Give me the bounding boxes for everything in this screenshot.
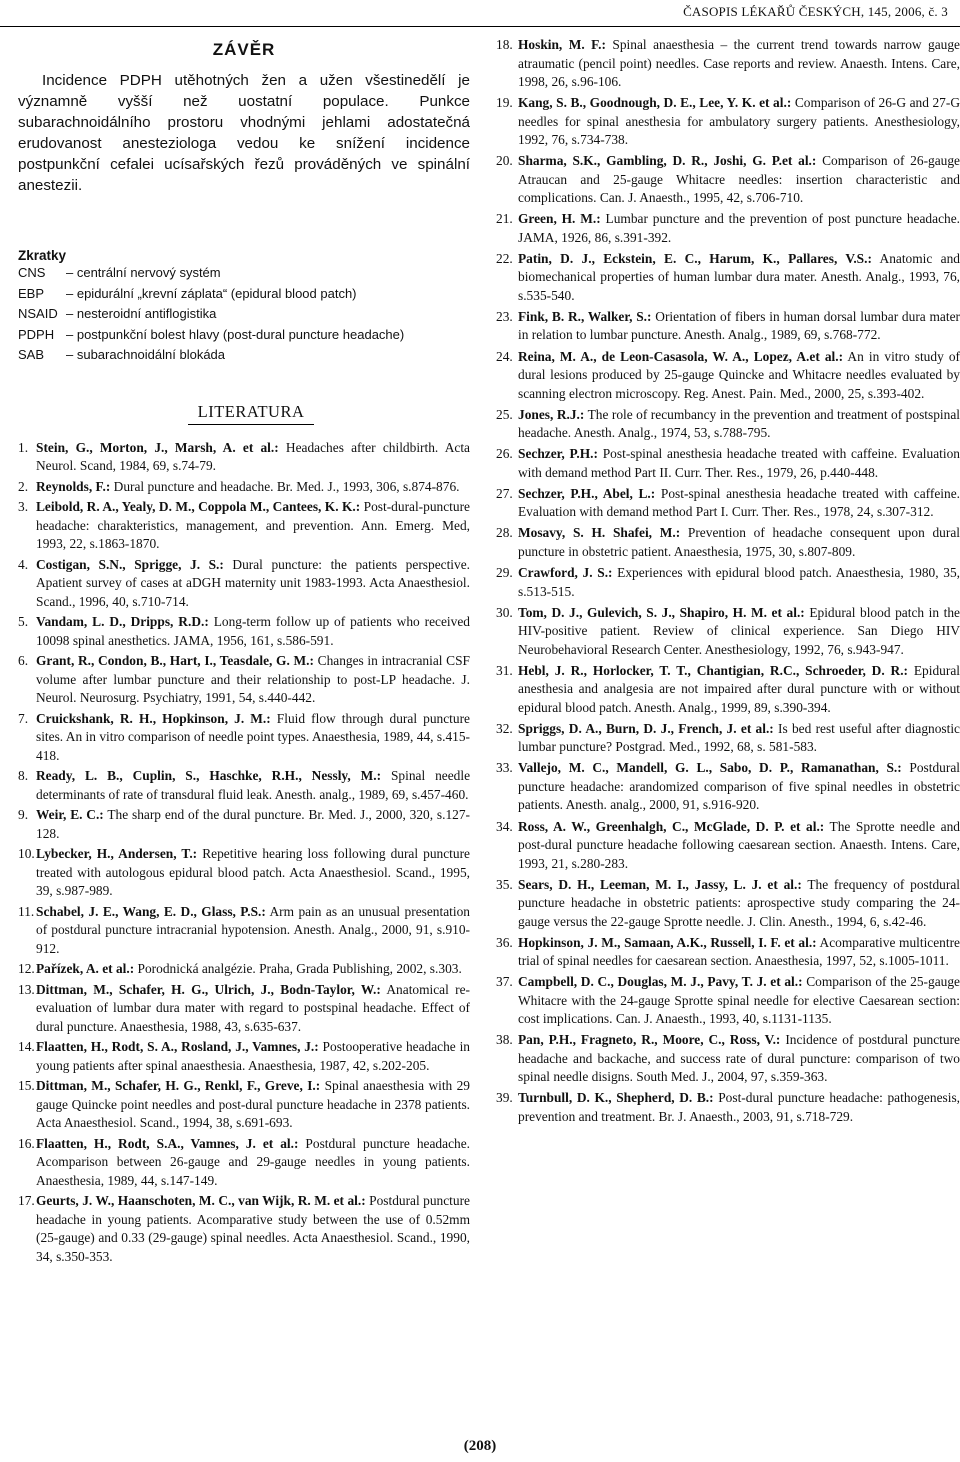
reference-body	[36, 981, 470, 1037]
reference-item	[496, 308, 960, 345]
reference-authors: Campbell, D. C., Douglas, M. J., Pavy, T. J. et al.:	[518, 974, 803, 990]
reference-citation: Anatomic and biomechanical properties of human lumbar dura mater. Anesth. Analg., 1993, 76, s.535-540.	[518, 250, 960, 303]
reference-citation: Spinal anaesthesia – the current trend towards narrow gauge atraumatic (pencil point) needles. Case reports and review. Anaesth. Intens. Care, 1998, 26, s.96-106.	[518, 37, 960, 89]
reference-authors: Sechzer, P.H.:	[518, 446, 598, 462]
reference-authors: Lybecker, H., Andersen, T.:	[36, 846, 198, 861]
reference-citation: Postooperative headache in young patients after spinal anaesthesia. Anaesthesia, 1987, 42, s.202-205.	[36, 1039, 470, 1073]
reference-item	[496, 662, 960, 718]
reference-number: 27.	[496, 485, 513, 501]
reference-item	[18, 478, 470, 497]
reference-citation: Postdural puncture headache: arandomized comparison of five spinal needles in obstetric patients. Anesth. analg., 2000, 91, s.916-920.	[518, 760, 960, 813]
reference-item	[18, 556, 470, 612]
reference-item	[496, 524, 960, 561]
reference-citation: Fluid flow through dural puncture sites. An in vitro comparison of needle point types. Anaesthesia, 1989, 44, s.415-418.	[36, 710, 470, 763]
reference-citation: Is bed rest useful after diagnostic lumbar puncture? Postgrad. Med., 1992, 68, s. 581-583.	[518, 720, 960, 755]
reference-citation: Epidural anesthesia and analgesia are not impaired after dural puncture with or without epidural blood patch. Anesth. Analg., 1999, 89, s.390-394.	[518, 662, 960, 715]
reference-item	[496, 720, 960, 757]
reference-citation: The role of recumbancy in the prevention and treatment of postspinal headache. Anesth. Analg., 1974, 53, s.788-795.	[518, 406, 960, 441]
reference-item	[18, 1192, 470, 1266]
reference-body	[36, 556, 470, 612]
reference-authors: Spriggs, D. A., Burn, D. J., French, J. et al.:	[518, 720, 774, 736]
reference-number: 22.	[496, 250, 513, 266]
abbreviation-key: NSAID	[18, 306, 58, 321]
reference-item	[18, 845, 470, 901]
reference-citation: Post-dural-puncture headache: charakteristics, management, and prevention. Ann. Emerg. Med, 1993, 22, s.1863-1870.	[36, 499, 470, 551]
reference-body	[36, 478, 470, 497]
reference-number: 12.	[18, 961, 35, 976]
reference-body	[36, 439, 470, 476]
reference-body	[36, 903, 470, 959]
reference-citation: Postdural puncture headache in young patients. Acomparative study between the use of 0.52mm (25-gauge) and 0.33 (29-gauge) spinal needles. Acta Anaesthesiol. Scand., 1990, 34, s.350-353.	[36, 1193, 470, 1264]
reference-body	[36, 845, 470, 901]
reference-citation: Long-term follow up of patients who received 10098 spinal anesthetics. JAMA, 1956, 161, s.586-591.	[36, 614, 470, 648]
reference-authors: Geurts, J. W., Haanschoten, M. C., van Wijk, R. M. et al.:	[36, 1193, 366, 1208]
reference-authors: Tom, D. J., Gulevich, S. J., Shapiro, H. M. et al.:	[518, 604, 805, 620]
abbreviation-value: – subarachnoidální blokáda	[66, 347, 226, 362]
reference-number: 23.	[496, 308, 513, 324]
reference-number: 5.	[18, 614, 29, 629]
reference-number: 11.	[18, 903, 35, 919]
reference-body	[36, 613, 470, 650]
reference-number: 34.	[496, 818, 513, 834]
reference-body	[518, 152, 960, 208]
reference-body	[36, 960, 470, 979]
reference-item	[18, 960, 470, 979]
reference-body	[518, 662, 960, 718]
abbreviations-heading: Zkratky	[18, 248, 67, 263]
reference-citation: Spinal anaesthesia with 29 gauge Quincke point needles and post-dural puncture headache in 2378 patients. Acta Anaesthesiol. Scand., 1994, 38, s.691-693.	[36, 1078, 470, 1130]
reference-number: 2.	[18, 478, 29, 494]
reference-body	[518, 934, 960, 971]
abbreviation-row	[18, 345, 470, 366]
reference-body	[518, 1089, 960, 1126]
reference-citation: The sharp end of the dural puncture. Br. Med. J., 2000, 320, s.127-128.	[36, 807, 471, 841]
reference-citation: Prevention of headache consequent upon dural puncture in obstetric patient. Anaesthesia, 1975, 30, s.807-809.	[518, 525, 960, 559]
references-list-right	[496, 36, 960, 1126]
reference-item	[18, 652, 470, 708]
reference-item	[496, 1089, 960, 1126]
reference-citation: The Sprotte needle and post-dural puncture headache following caesarean section. Anaesth. Intens. Care, 1993, 21, s.280-283.	[518, 818, 960, 871]
reference-authors: Schabel, J. E., Wang, E. D., Glass, P.S.:	[36, 903, 266, 919]
reference-number: 14.	[18, 1039, 35, 1054]
reference-item	[496, 604, 960, 660]
reference-authors: Hebl, J. R., Horlocker, T. T., Chantigian, R.C., Schroeder, D. R.:	[518, 662, 909, 678]
reference-item	[496, 818, 960, 874]
reference-item	[496, 445, 960, 482]
reference-citation: The frequency of postdural puncture headache in obstetric patients: aprospective study comparing the 24-gauge versus the 22-gauge Sprotte needle. J. Clin. Anesth., 1994, 6, s.42-46.	[518, 876, 960, 929]
reference-item	[496, 152, 960, 208]
reference-body	[518, 973, 960, 1029]
reference-number: 6.	[18, 653, 29, 668]
reference-item	[18, 903, 470, 959]
reference-number: 9.	[18, 807, 29, 822]
reference-number: 13.	[18, 981, 35, 997]
abbreviation-row	[18, 304, 470, 325]
reference-citation: Changes in intracranial CSF volume after lumbar puncture and their relationship to post-LP headache. J. Neurol. Neurosurg. Psychiatry, 1991, 54, s.440-442.	[36, 653, 470, 705]
reference-number: 35.	[496, 876, 513, 892]
references-list-left	[18, 439, 470, 1267]
reference-citation: Anatomical re-evaluation of lumbar dura mater with regard to postspinal headache. Effect of dural puncture. Anaesthesia, 1988, 43, s.635-637.	[36, 981, 470, 1034]
reference-authors: Stein, G., Morton, J., Marsh, A. et al.:	[36, 439, 279, 455]
reference-number: 38.	[496, 1032, 513, 1048]
reference-authors: Kang, S. B., Goodnough, D. E., Lee, Y. K. et al.:	[518, 95, 792, 111]
reference-body	[518, 406, 960, 443]
reference-authors: Sears, D. H., Leeman, M. I., Jassy, L. J. et al.:	[518, 876, 802, 892]
reference-body	[36, 652, 470, 708]
abbreviation-key: CNS	[18, 265, 46, 280]
reference-body	[518, 604, 960, 660]
reference-authors: Costigan, S.N., Sprigge, J. S.:	[36, 556, 224, 572]
reference-authors: Mosavy, S. H. Shafei, M.:	[518, 525, 681, 541]
reference-authors: Dittman, M., Schafer, H. G., Renkl, F., Greve, I.:	[36, 1078, 321, 1093]
reference-authors: Hoskin, M. F.:	[518, 37, 606, 52]
left-column	[18, 36, 470, 1268]
reference-body	[518, 876, 960, 932]
reference-body	[518, 759, 960, 815]
reference-authors: Leibold, R. A., Yealy, D. M., Coppola M., Cantees, K. K.:	[36, 499, 361, 514]
reference-authors: Ross, A. W., Greenhalgh, C., McGlade, D. P. et al.:	[518, 818, 825, 834]
reference-item	[18, 710, 470, 766]
reference-number: 7.	[18, 710, 29, 726]
reference-item	[18, 981, 470, 1037]
reference-item	[18, 806, 470, 843]
reference-number: 32.	[496, 720, 513, 736]
reference-authors: Weir, E. C.:	[36, 807, 104, 822]
reference-citation: An in vitro study of dural lesions produced by 25-gauge Quincke and Whitacre needles evaluated by scanning electron microscopy. Reg. Anest. Pain. Med., 2000, 25, s.393-402.	[518, 348, 960, 401]
reference-item	[496, 759, 960, 815]
reference-authors: Flaatten, H., Rodt, S. A., Rosland, J., Vamnes, J.:	[36, 1039, 319, 1054]
reference-number: 17.	[18, 1193, 35, 1208]
reference-authors: Crawford, J. S.:	[518, 565, 613, 581]
reference-citation: Repetitive hearing loss following dural puncture treated with autologous epidural blood patch. Acta Anaesthesiol. Scand., 1995, 39, s.987-989.	[36, 846, 471, 898]
reference-number: 18.	[496, 37, 513, 52]
reference-citation: Orientation of fibers in human dorsal lumbar dura mater in relation to lumbar puncture. Anesth. Analg., 1989, 69, s.768-772.	[518, 308, 960, 343]
reference-item	[496, 564, 960, 601]
reference-number: 29.	[496, 565, 513, 581]
reference-authors: Jones, R.J.:	[518, 406, 585, 422]
reference-number: 3.	[18, 499, 29, 514]
reference-citation: Dural puncture: the patients perspective. Apatient survey of cases at aDGH maternity unit 1983-1993. Acta Anaesthesiol. Scand., 1996, 40, s.710-714.	[36, 556, 471, 609]
conclusion-text: Incidence PDPH utěhotných žen a užen všestinedělí je významně vyšší než uostatní populace. Punkce subarachnoidálního prostoru vhodnými jehlami adostatečná erudovanost anesteziologa vedou ke snížení incidence postpunkční cefalei ucísařských řezů prováděných ve spinální anestezii.	[18, 72, 470, 194]
reference-number: 8.	[18, 768, 29, 783]
reference-item	[496, 973, 960, 1029]
abbreviation-value: – nesteroidní antiflogistika	[66, 306, 217, 321]
reference-number: 10.	[18, 846, 35, 861]
reference-item	[18, 439, 470, 476]
reference-body	[36, 1038, 470, 1075]
reference-authors: Hopkinson, J. M., Samaan, A.K., Russell, I. F. et al.:	[518, 934, 817, 950]
reference-body	[518, 348, 960, 404]
reference-citation: Postdural puncture headache. Acomparison between 26-gauge and 29-gauge needles in young patients. Anaesthesia, 1989, 44, s.147-149.	[36, 1135, 470, 1188]
reference-item	[18, 1135, 470, 1191]
reference-body	[518, 1031, 960, 1087]
reference-item	[18, 767, 470, 804]
reference-citation: Post-spinal anesthesia headache treated with caffeine. Evaluation with demand method Part I. Curr. Ther. Res., 1978, 24, s.307-312.	[518, 485, 960, 520]
reference-body	[36, 767, 470, 804]
abbreviation-key: SAB	[18, 347, 45, 362]
reference-body	[518, 210, 960, 247]
page-header	[0, 0, 960, 27]
reference-item	[496, 406, 960, 443]
reference-citation: Porodnická analgézie. Praha, Grada Publishing, 2002, s.303.	[134, 961, 462, 976]
reference-authors: Pan, P.H., Fragneto, R., Moore, C., Ross, V.:	[518, 1032, 781, 1048]
abbreviation-row	[18, 325, 470, 346]
reference-body	[518, 720, 960, 757]
reference-item	[18, 498, 470, 554]
reference-citation: Post-dural puncture headache: pathogenesis, prevention and treatment. Br. J. Anaesth., 2003, 91, s.718-729.	[518, 1090, 960, 1124]
reference-item	[18, 613, 470, 650]
reference-body	[36, 710, 470, 766]
reference-authors: Fink, B. R., Walker, S.:	[518, 308, 652, 324]
abbreviation-value: – centrální nervový systém	[66, 265, 221, 280]
reference-body	[36, 806, 470, 843]
abbreviation-key: EBP	[18, 285, 45, 301]
conclusion-heading: ZÁVĚR	[212, 40, 276, 59]
reference-authors: Flaatten, H., Rodt, S.A., Vamnes, J. et al.:	[36, 1135, 299, 1151]
reference-authors: Sechzer, P.H., Abel, L.:	[518, 485, 656, 501]
abbreviation-key: PDPH	[18, 326, 55, 342]
reference-authors: Grant, R., Condon, B., Hart, I., Teasdale, G. M.:	[36, 653, 314, 668]
reference-citation: Post-spinal anesthesia headache treated with caffeine. Evaluation with demand method Part II. Curr. Ther. Res., 1979, 26, p.440-448.	[518, 446, 960, 480]
abbreviation-row	[18, 284, 470, 305]
abbreviation-value: – epidurální „krevní záplata“ (epidural blood patch)	[66, 285, 357, 301]
reference-item	[496, 485, 960, 522]
reference-body	[36, 1077, 470, 1133]
reference-body	[36, 498, 470, 554]
reference-item	[18, 1038, 470, 1075]
reference-authors: Vallejo, M. C., Mandell, G. L., Sabo, D. P., Ramanathan, S.:	[518, 760, 902, 776]
reference-citation: Headaches after childbirth. Acta Neurol. Scand, 1984, 69, s.74-79.	[36, 439, 471, 473]
reference-authors: Turnbull, D. K., Shepherd, D. B.:	[518, 1090, 714, 1106]
reference-authors: Pařízek, A. et al.:	[36, 961, 135, 976]
reference-citation: Acomparative multicentre trial of spinal needles for caesarean section. Anaesthesia, 1997, 52, s.1005-1011.	[518, 934, 960, 969]
reference-citation: Comparison of the 25-gauge Whitacre with the 24-gauge Sprotte spinal needle for elective Caesarean section: cost implications. Can. J. Anaesth., 1993, 40, s.1131-1135.	[518, 974, 960, 1027]
reference-authors: Green, H. M.:	[518, 211, 601, 227]
reference-authors: Vandam, L. D., Dripps, R.D.:	[36, 614, 209, 629]
reference-body	[518, 818, 960, 874]
reference-body	[518, 524, 960, 561]
reference-item	[496, 934, 960, 971]
reference-body	[518, 250, 960, 306]
reference-body	[518, 36, 960, 92]
reference-number: 36.	[496, 934, 513, 950]
reference-item	[496, 1031, 960, 1087]
reference-number: 30.	[496, 604, 513, 620]
reference-number: 28.	[496, 525, 513, 541]
reference-number: 15.	[18, 1078, 35, 1093]
reference-item	[496, 348, 960, 404]
reference-number: 19.	[496, 95, 513, 111]
reference-item	[496, 250, 960, 306]
reference-number: 21.	[496, 211, 513, 227]
reference-number: 4.	[18, 556, 29, 572]
reference-authors: Cruickshank, R. H., Hopkinson, J. M.:	[36, 710, 271, 726]
reference-item	[496, 94, 960, 150]
right-column	[496, 36, 960, 1129]
reference-authors: Dittman, M., Schafer, H. G., Ulrich, J., Bodn-Taylor, W.:	[36, 981, 381, 997]
reference-item	[496, 210, 960, 247]
reference-number: 20.	[496, 153, 513, 169]
reference-citation: Incidence of postdural puncture headache and backache, and success rate of dural puncture: comparison of two spinal needle disigns. South Med. J., 2004, 97, s.359-363.	[518, 1032, 960, 1085]
reference-authors: Patin, D. J., Eckstein, E. C., Harum, K., Pallares, V.S.:	[518, 250, 872, 266]
page-number: (208)	[463, 1438, 497, 1454]
reference-number: 33.	[496, 760, 513, 776]
reference-citation: Comparison of 26-G and 27-G needles for spinal anesthesia for ambulatory surgery patients. Anesthesiology, 1992, 76, s.734-738.	[518, 95, 960, 148]
reference-number: 24.	[496, 348, 513, 364]
reference-number: 31.	[496, 662, 513, 678]
reference-citation: Lumbar puncture and the prevention of post puncture headache. JAMA, 1926, 86, s.391-392.	[518, 211, 960, 245]
reference-citation: Dural puncture and headache. Br. Med. J., 1993, 306, s.874-876.	[110, 478, 460, 494]
reference-number: 25.	[496, 406, 513, 422]
reference-citation: Spinal needle determinants of rate of transdural fluid leak. Anesth. analg., 1989, 69, s.457-460.	[36, 768, 471, 802]
reference-number: 26.	[496, 446, 513, 462]
reference-body	[518, 485, 960, 522]
reference-item	[18, 1077, 470, 1133]
journal-title: ČASOPIS LÉKAŘŮ ČESKÝCH, 145, 2006, č. 3	[683, 4, 948, 19]
reference-body	[518, 564, 960, 601]
reference-number: 37.	[496, 974, 513, 990]
reference-citation: Epidural blood patch in the HIV-positive patient. Review of clinical experience. San Diego HIV Neurobehavioral Research Center. Anesthesiology, 1992, 76, s.943-947.	[518, 604, 960, 657]
reference-authors: Reina, M. A., de Leon-Casasola, W. A., Lopez, A.et al.:	[518, 348, 844, 364]
reference-body	[518, 308, 960, 345]
reference-citation: Arm pain as an unusual presentation of postdural puncture intracranial hypotension. Anesth. Analg., 2000, 91, s.910-912.	[36, 903, 470, 956]
reference-body	[36, 1192, 470, 1266]
reference-body	[518, 94, 960, 150]
reference-citation: Comparison of 26-gauge Atraucan and 25-gauge Whitacre needles: insertion characteristic and complications. Can. J. Anaesth., 1995, 42, s.706-710.	[518, 153, 960, 206]
abbreviations-list	[18, 263, 470, 366]
reference-item	[496, 36, 960, 92]
reference-authors: Sharma, S.K., Gambling, D. R., Joshi, G. P.et al.:	[518, 153, 817, 169]
literature-heading: LITERATURA	[188, 402, 315, 425]
abbreviation-row	[18, 263, 470, 284]
reference-body	[36, 1135, 470, 1191]
abbreviation-value: – postpunkční bolest hlavy (post-dural puncture headache)	[66, 326, 405, 342]
reference-item	[496, 876, 960, 932]
reference-body	[518, 445, 960, 482]
reference-authors: Reynolds, F.:	[36, 478, 111, 494]
reference-number: 39.	[496, 1090, 513, 1106]
reference-authors: Ready, L. B., Cuplin, S., Haschke, R.H., Nessly, M.:	[36, 768, 382, 783]
reference-number: 1.	[18, 439, 29, 455]
reference-number: 16.	[18, 1135, 35, 1151]
reference-citation: Experiences with epidural blood patch. Anaesthesia, 1980, 35, s.513-515.	[518, 565, 960, 599]
